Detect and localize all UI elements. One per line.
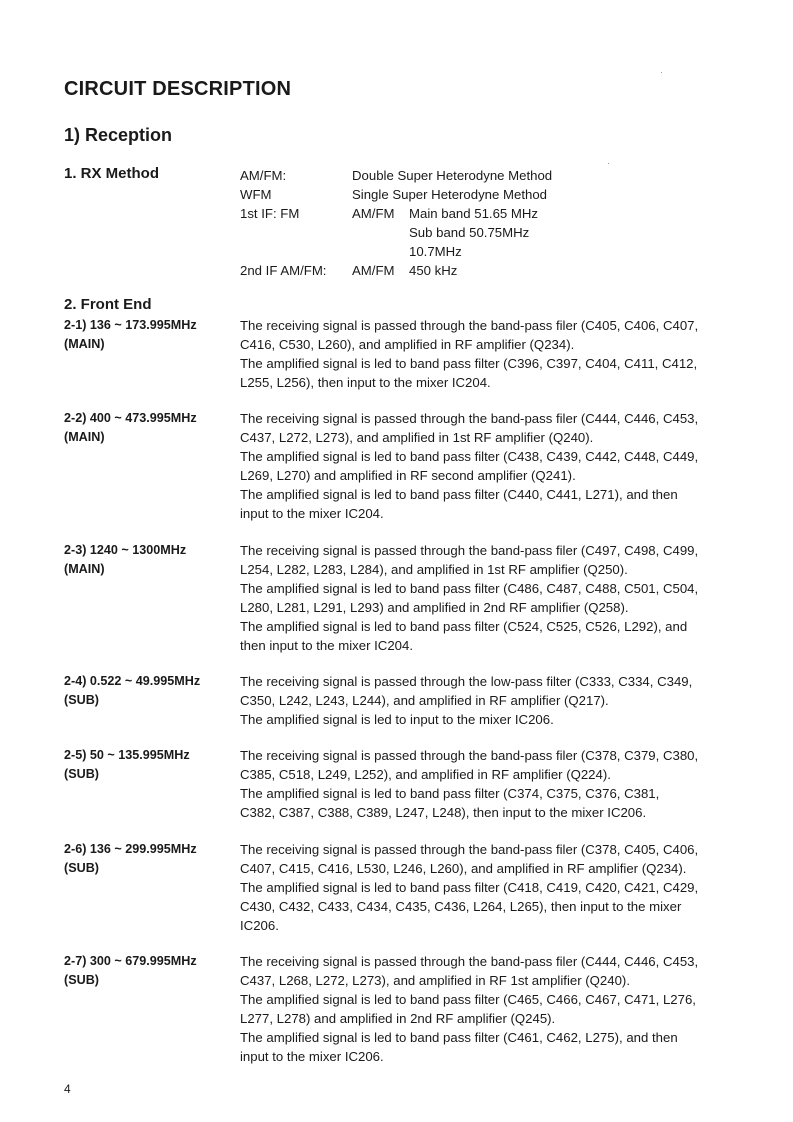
description-line: The receiving signal is passed through the band-pass filer (C444, C446, C453,: [240, 411, 699, 426]
band-type: (MAIN): [64, 430, 105, 444]
scan-speck: [608, 163, 609, 164]
band-description: [240, 672, 735, 729]
scan-speck: [661, 72, 662, 73]
rx-row-value: Double Super Heterodyne Method: [352, 168, 553, 183]
band-description: [240, 316, 735, 392]
description-line: The amplified signal is led to band pass filter (C440, C441, L271), and then: [240, 487, 678, 502]
description-line: The amplified signal is led to band pass filter (C374, C375, C376, C381,: [240, 786, 660, 801]
band-description: [240, 409, 735, 523]
front-end-heading: 2. Front End: [64, 296, 152, 313]
rx-method-heading: 1. RX Method: [64, 165, 160, 182]
description-line: then input to the mixer IC204.: [240, 638, 414, 653]
description-line: The amplified signal is led to band pass filter (C396, C397, C404, C411, C412,: [240, 356, 698, 371]
description-line: C385, C518, L249, L252), and amplified in RF amplifier (Q224).: [240, 767, 611, 782]
description-line: The receiving signal is passed through the band-pass filer (C405, C406, C407,: [240, 318, 699, 333]
description-line: The receiving signal is passed through the band-pass filer (C497, C498, C499,: [240, 543, 699, 558]
description-line: The amplified signal is led to input to the mixer IC206.: [240, 712, 554, 727]
description-line: C430, C432, C433, C434, C435, C436, L264, L265), then input to the mixer: [240, 899, 682, 914]
description-line: input to the mixer IC206.: [240, 1049, 384, 1064]
page-title: CIRCUIT DESCRIPTION: [64, 78, 292, 100]
band-label: [64, 840, 236, 878]
description-line: C437, L272, L273), and amplified in 1st RF amplifier (Q240).: [240, 430, 594, 445]
description-line: L277, L278) and amplified in 2nd RF amplifier (Q245).: [240, 1011, 556, 1026]
rx-row-value: Single Super Heterodyne Method: [352, 187, 548, 202]
band-frequency: 2-4) 0.522 ~ 49.995MHz: [64, 674, 201, 688]
page-number: 4: [64, 1082, 71, 1096]
rx-row-value: 10.7MHz: [409, 244, 462, 259]
band-description: [240, 746, 735, 822]
band-description: [240, 952, 735, 1066]
band-frequency: 2-6) 136 ~ 299.995MHz: [64, 842, 197, 856]
band-label: [64, 316, 236, 354]
description-line: C416, C530, L260), and amplified in RF amplifier (Q234).: [240, 337, 575, 352]
band-frequency: 2-5) 50 ~ 135.995MHz: [64, 748, 190, 762]
description-line: The amplified signal is led to band pass filter (C524, C525, C526, L292), and: [240, 619, 688, 634]
description-line: L255, L256), then input to the mixer IC204.: [240, 375, 491, 390]
description-line: The amplified signal is led to band pass filter (C418, C419, C420, C421, C429,: [240, 880, 699, 895]
description-line: L280, L281, L291, L293) and amplified in 2nd RF amplifier (Q258).: [240, 600, 629, 615]
rx-row-mode: AM/FM: [352, 206, 395, 221]
rx-row-label: 2nd IF AM/FM:: [240, 263, 327, 278]
rx-row-value: Main band 51.65 MHz: [409, 206, 539, 221]
rx-row-label: WFM: [240, 187, 272, 202]
band-frequency: 2-3) 1240 ~ 1300MHz: [64, 543, 187, 557]
band-frequency: 2-1) 136 ~ 173.995MHz: [64, 318, 197, 332]
description-line: The receiving signal is passed through the band-pass filer (C378, C405, C406,: [240, 842, 699, 857]
band-frequency: 2-7) 300 ~ 679.995MHz: [64, 954, 197, 968]
description-line: input to the mixer IC204.: [240, 506, 384, 521]
rx-row-value: 450 kHz: [409, 263, 458, 278]
band-label: [64, 409, 236, 447]
band-type: (SUB): [64, 861, 99, 875]
description-line: C437, L268, L272, L273), and amplified in RF 1st amplifier (Q240).: [240, 973, 630, 988]
description-line: L254, L282, L283, L284), and amplified in 1st RF amplifier (Q250).: [240, 562, 628, 577]
description-line: C350, L242, L243, L244), and amplified in RF amplifier (Q217).: [240, 693, 609, 708]
band-type: (SUB): [64, 767, 99, 781]
band-type: (SUB): [64, 973, 99, 987]
description-line: C407, C415, C416, L530, L246, L260), and amplified in RF amplifier (Q234).: [240, 861, 687, 876]
band-type: (SUB): [64, 693, 99, 707]
band-label: [64, 952, 236, 990]
band-label: [64, 746, 236, 784]
description-line: The amplified signal is led to band pass filter (C465, C466, C467, C471, L276,: [240, 992, 696, 1007]
description-line: L269, L270) and amplified in RF second amplifier (Q241).: [240, 468, 576, 483]
band-frequency: 2-2) 400 ~ 473.995MHz: [64, 411, 197, 425]
description-line: The receiving signal is passed through the band-pass filer (C378, C379, C380,: [240, 748, 699, 763]
section-title: 1) Reception: [64, 125, 173, 145]
description-line: C382, C387, C388, C389, L247, L248), then input to the mixer IC206.: [240, 805, 647, 820]
band-description: [240, 541, 735, 655]
description-line: The receiving signal is passed through the band-pass filer (C444, C446, C453,: [240, 954, 699, 969]
band-type: (MAIN): [64, 562, 105, 576]
description-line: The amplified signal is led to band pass filter (C461, C462, L275), and then: [240, 1030, 678, 1045]
band-label: [64, 672, 236, 710]
rx-row-value: Sub band 50.75MHz: [409, 225, 530, 240]
band-description: [240, 840, 735, 935]
rx-row-mode: AM/FM: [352, 263, 395, 278]
description-line: IC206.: [240, 918, 279, 933]
rx-row-label: AM/FM:: [240, 168, 287, 183]
band-label: [64, 541, 236, 579]
description-line: The receiving signal is passed through the low-pass filter (C333, C334, C349,: [240, 674, 693, 689]
description-line: The amplified signal is led to band pass filter (C438, C439, C442, C448, C449,: [240, 449, 699, 464]
description-line: The amplified signal is led to band pass filter (C486, C487, C488, C501, C504,: [240, 581, 699, 596]
rx-row-label: 1st IF: FM: [240, 206, 300, 221]
band-type: (MAIN): [64, 337, 105, 351]
